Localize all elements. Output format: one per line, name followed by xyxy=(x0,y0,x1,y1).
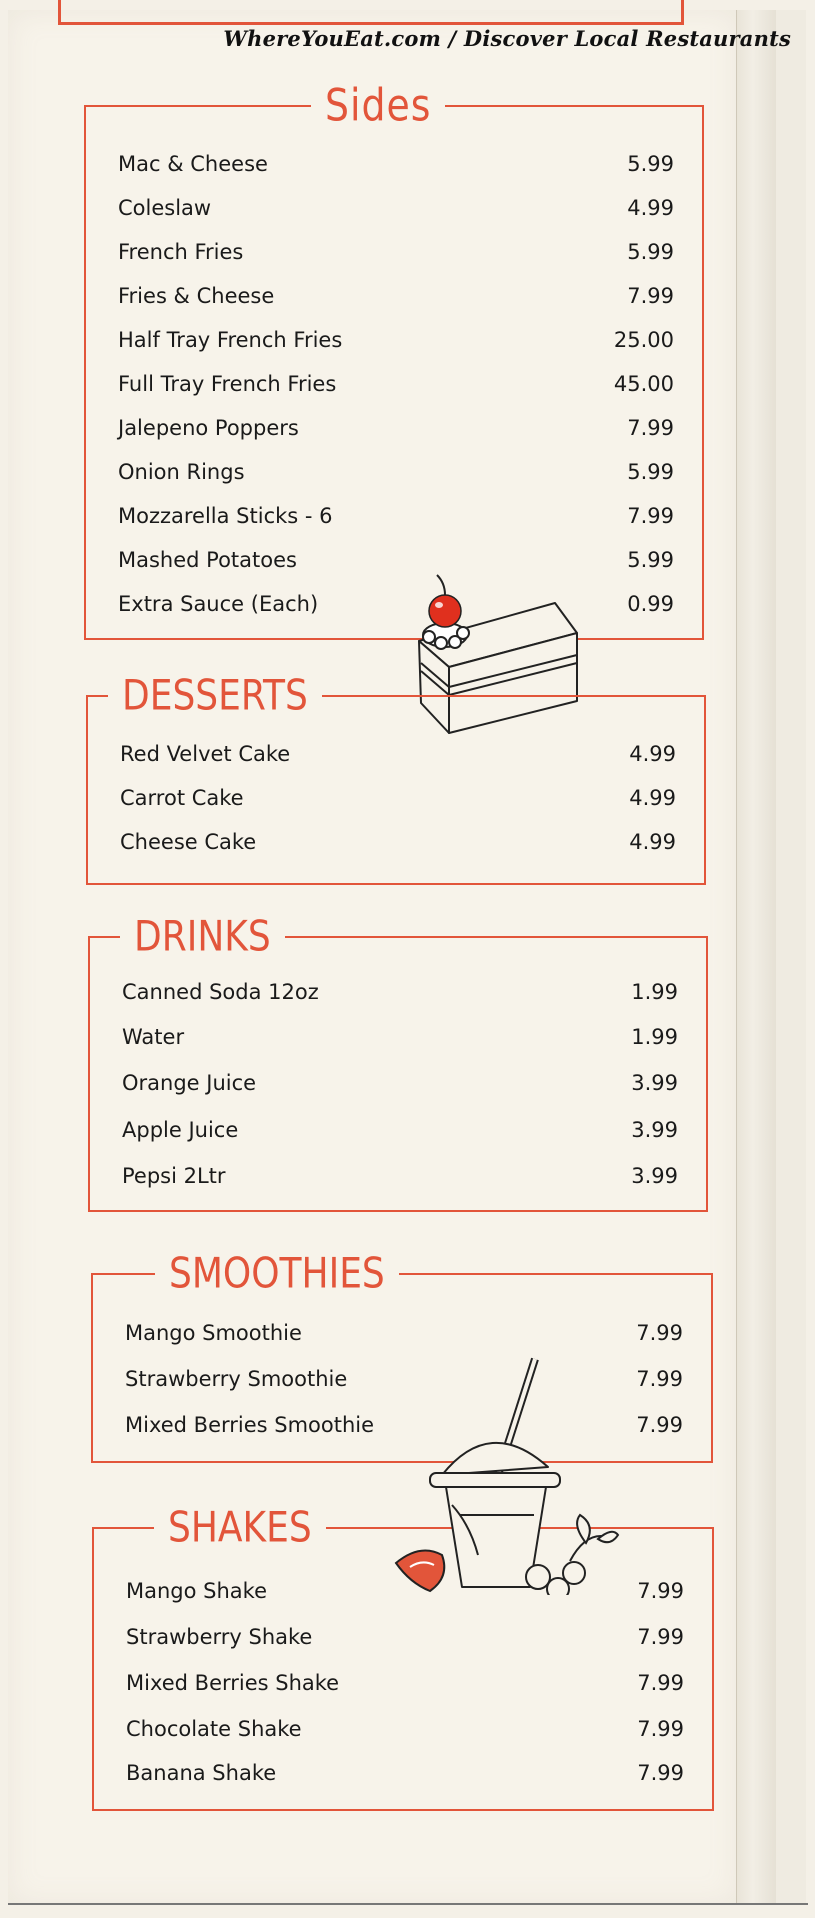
menu-item xyxy=(86,144,702,184)
section-drinks xyxy=(88,912,708,1212)
item-price: 7.99 xyxy=(637,1761,684,1785)
item-price: 4.99 xyxy=(629,742,676,766)
menu-item xyxy=(86,452,702,492)
menu-item xyxy=(86,584,702,624)
item-name: Red Velvet Cake xyxy=(120,742,291,766)
item-name: Pepsi 2Ltr xyxy=(122,1164,226,1188)
item-price: 7.99 xyxy=(637,1625,684,1649)
item-price: 7.99 xyxy=(627,504,674,528)
item-name: Mango Smoothie xyxy=(125,1321,302,1345)
item-price: 7.99 xyxy=(637,1717,684,1741)
menu-item xyxy=(88,734,704,774)
item-price: 1.99 xyxy=(631,1025,678,1049)
menu-item xyxy=(86,540,702,580)
menu-item xyxy=(94,1709,712,1749)
item-price: 7.99 xyxy=(637,1671,684,1695)
section-title: Sides xyxy=(311,80,445,133)
next-page-edge xyxy=(776,10,806,1905)
item-price: 1.99 xyxy=(631,980,678,1004)
menu-item xyxy=(86,276,702,316)
menu-item xyxy=(94,1663,712,1703)
menu-item xyxy=(88,778,704,818)
section-desserts xyxy=(86,671,706,885)
section-title: SMOOTHIES xyxy=(155,1248,399,1301)
item-price: 5.99 xyxy=(627,240,674,264)
item-name: Fries & Cheese xyxy=(118,284,275,308)
item-price: 7.99 xyxy=(636,1367,683,1391)
item-name: Mango Shake xyxy=(126,1579,267,1603)
section-sides xyxy=(84,79,704,640)
section-title: SHAKES xyxy=(154,1502,326,1555)
section-title: DESSERTS xyxy=(108,670,322,723)
menu-item xyxy=(94,1753,712,1793)
menu-item xyxy=(86,496,702,536)
menu-item xyxy=(86,188,702,228)
item-price: 3.99 xyxy=(631,1071,678,1095)
item-name: Strawberry Smoothie xyxy=(125,1367,348,1391)
menu-item xyxy=(90,1063,706,1103)
item-name: Canned Soda 12oz xyxy=(122,980,319,1004)
item-price: 7.99 xyxy=(627,416,674,440)
menu-item xyxy=(86,232,702,272)
menu-item xyxy=(86,408,702,448)
item-name: Strawberry Shake xyxy=(126,1625,313,1649)
item-price: 5.99 xyxy=(627,460,674,484)
item-price: 3.99 xyxy=(631,1118,678,1142)
menu-item xyxy=(86,364,702,404)
item-name: Jalepeno Poppers xyxy=(118,416,299,440)
menu-item xyxy=(90,1110,706,1150)
item-name: Mashed Potatoes xyxy=(118,548,297,572)
menu-item xyxy=(86,320,702,360)
menu-item xyxy=(94,1617,712,1657)
item-price: 7.99 xyxy=(636,1413,683,1437)
item-name: French Fries xyxy=(118,240,244,264)
item-name: Full Tray French Fries xyxy=(118,372,337,396)
item-price: 5.99 xyxy=(627,152,674,176)
previous-section-border xyxy=(58,0,684,25)
item-name: Onion Rings xyxy=(118,460,245,484)
item-price: 0.99 xyxy=(627,592,674,616)
item-name: Chocolate Shake xyxy=(126,1717,302,1741)
item-price: 3.99 xyxy=(631,1164,678,1188)
page-fold xyxy=(736,10,777,1905)
menu-item xyxy=(90,1156,706,1196)
item-name: Carrot Cake xyxy=(120,786,244,810)
section-title: DRINKS xyxy=(120,911,285,964)
menu-item xyxy=(88,822,704,862)
item-name: Extra Sauce (Each) xyxy=(118,592,319,616)
menu-item xyxy=(90,972,706,1012)
item-price: 7.99 xyxy=(627,284,674,308)
item-name: Coleslaw xyxy=(118,196,212,220)
item-name: Mac & Cheese xyxy=(118,152,268,176)
item-name: Water xyxy=(122,1025,185,1049)
menu-item xyxy=(93,1313,711,1353)
page-bottom-edge xyxy=(8,1903,808,1905)
item-name: Apple Juice xyxy=(122,1118,239,1142)
item-name: Mixed Berries Smoothie xyxy=(125,1413,375,1437)
item-name: Orange Juice xyxy=(122,1071,257,1095)
item-price: 5.99 xyxy=(627,548,674,572)
item-price: 25.00 xyxy=(613,328,674,352)
item-price: 4.99 xyxy=(629,786,676,810)
item-name: Half Tray French Fries xyxy=(118,328,343,352)
item-name: Mozzarella Sticks - 6 xyxy=(118,504,333,528)
item-price: 45.00 xyxy=(613,372,674,396)
item-name: Mixed Berries Shake xyxy=(126,1671,340,1695)
menu-item xyxy=(90,1017,706,1057)
item-price: 7.99 xyxy=(637,1579,684,1603)
item-name: Banana Shake xyxy=(126,1761,277,1785)
item-price: 4.99 xyxy=(629,830,676,854)
item-price: 4.99 xyxy=(627,196,674,220)
item-name: Cheese Cake xyxy=(120,830,257,854)
watermark: WhereYouEat.com / Discover Local Restaurants xyxy=(223,26,791,51)
smoothie-cup-illustration xyxy=(390,1355,620,1595)
item-price: 7.99 xyxy=(636,1321,683,1345)
